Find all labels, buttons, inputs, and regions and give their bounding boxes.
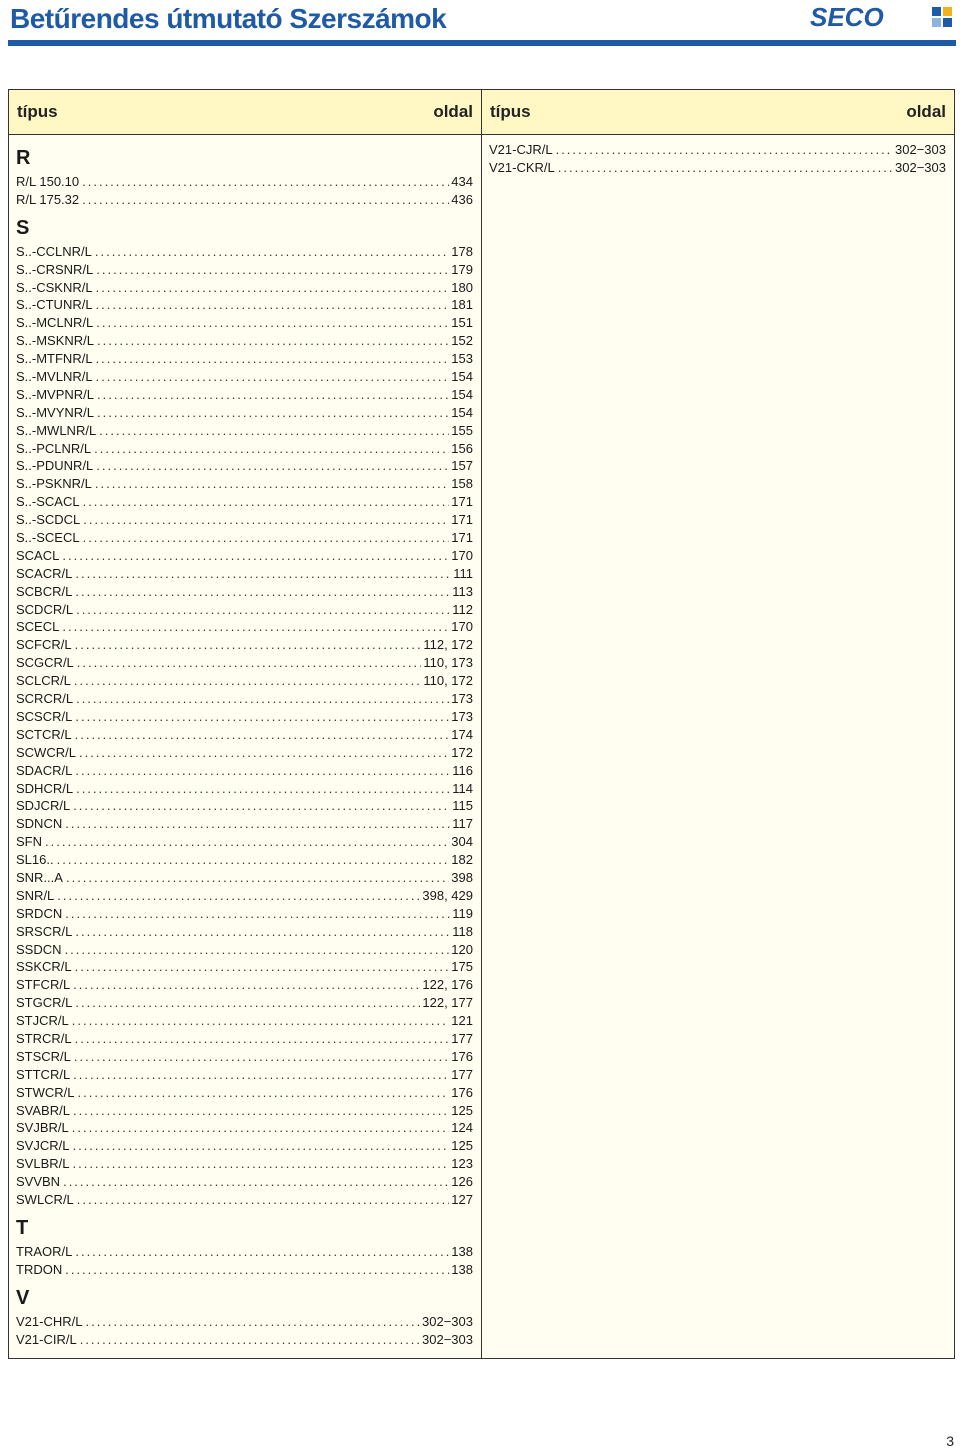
entry-type: SCSCR/L — [16, 708, 73, 724]
entry-type: S..-CTUNR/L — [16, 297, 93, 313]
dot-leader — [95, 243, 449, 261]
entry-type: SCRCR/L — [16, 691, 74, 707]
entry-page: 181 — [451, 297, 473, 313]
entry-page: 151 — [451, 315, 473, 331]
dot-leader — [65, 815, 450, 833]
index-entry — [16, 654, 473, 672]
index-entry — [16, 690, 473, 708]
entry-type: TRAOR/L — [16, 1243, 73, 1259]
dot-leader — [75, 762, 450, 780]
index-entry — [16, 296, 473, 314]
dot-leader — [75, 958, 450, 976]
index-entry — [16, 1155, 473, 1173]
index-entry — [16, 1137, 473, 1155]
dot-leader — [97, 332, 449, 350]
entry-page: 170 — [451, 619, 473, 635]
entry-page: 112 — [452, 601, 473, 617]
entry-type: SDJCR/L — [16, 798, 71, 814]
entry-page: 115 — [452, 798, 473, 814]
dot-leader — [95, 475, 449, 493]
index-entry — [16, 173, 473, 191]
dot-leader — [76, 780, 450, 798]
dot-leader — [57, 851, 450, 869]
dot-leader — [65, 941, 450, 959]
dot-leader — [76, 601, 450, 619]
entry-type: SCECL — [16, 619, 60, 635]
entry-page: 182 — [451, 852, 473, 868]
entry-page: 152 — [451, 333, 473, 349]
index-entry — [16, 672, 473, 690]
right-column — [482, 90, 954, 1358]
entry-page: 123 — [451, 1156, 473, 1172]
entry-type: SDHCR/L — [16, 780, 74, 796]
entry-type: STWCR/L — [16, 1084, 75, 1100]
index-entry — [16, 565, 473, 583]
entry-type: S..-PDUNR/L — [16, 458, 94, 474]
dot-leader — [85, 1313, 420, 1331]
header-rule — [8, 40, 956, 46]
entry-page: 173 — [451, 691, 473, 707]
entry-type: S..-MCLNR/L — [16, 315, 94, 331]
dot-leader — [83, 529, 450, 547]
index-entry — [16, 279, 473, 297]
dot-leader — [72, 1119, 450, 1137]
index-entry — [16, 833, 473, 851]
entry-type: S..-MSKNR/L — [16, 333, 95, 349]
entry-page: 180 — [451, 279, 473, 295]
index-entry — [16, 511, 473, 529]
dot-leader — [72, 1137, 449, 1155]
entry-page: 122, 177 — [422, 995, 473, 1011]
section-letter: R — [16, 147, 31, 169]
dot-leader — [77, 1191, 450, 1209]
entry-page: 177 — [451, 1066, 473, 1082]
col-page-label: oldal — [906, 102, 946, 121]
entry-type: SVABR/L — [16, 1102, 70, 1118]
entry-page: 121 — [451, 1013, 473, 1029]
index-entry — [16, 601, 473, 619]
entry-page: 178 — [451, 243, 473, 259]
index-entry — [16, 958, 473, 976]
entry-type: SCTCR/L — [16, 726, 72, 742]
entry-type: SCFCR/L — [16, 637, 72, 653]
entry-type: S..-CSKNR/L — [16, 279, 93, 295]
index-entry — [16, 923, 473, 941]
entry-page: 434 — [451, 174, 473, 189]
index-table — [8, 89, 955, 1359]
entry-type: R/L 150.10 — [16, 174, 80, 189]
dot-leader — [73, 797, 450, 815]
index-entry — [16, 815, 473, 833]
entry-type: S..-CRSNR/L — [16, 261, 94, 277]
section-letter: T — [16, 1216, 29, 1239]
dot-leader — [83, 493, 450, 511]
dot-leader — [74, 672, 421, 690]
entry-type: STFCR/L — [16, 977, 71, 993]
entry-page: 302−303 — [895, 142, 946, 157]
index-entry — [16, 905, 473, 923]
dot-leader — [77, 654, 422, 672]
col-page-label: oldal — [433, 102, 473, 121]
dot-leader — [62, 547, 449, 565]
dot-leader — [73, 1102, 449, 1120]
entry-type: SSKCR/L — [16, 959, 72, 975]
index-entry — [16, 314, 473, 332]
index-entry — [16, 457, 473, 475]
dot-leader — [74, 1048, 449, 1066]
entry-type: S..-MWLNR/L — [16, 422, 97, 438]
entry-type: V21-CIR/L — [16, 1331, 77, 1347]
entry-page: 117 — [452, 816, 473, 832]
entry-page: 173 — [451, 708, 473, 724]
entry-type: S..-PSKNR/L — [16, 476, 92, 492]
index-entry — [16, 1243, 473, 1261]
index-entry — [16, 780, 473, 798]
entry-type: SDACR/L — [16, 762, 73, 778]
entry-type: SL16.. — [16, 852, 54, 868]
dot-leader — [97, 404, 449, 422]
entry-type: SWLCR/L — [16, 1191, 74, 1207]
dot-leader — [73, 976, 420, 994]
dot-leader — [96, 368, 450, 386]
entry-page: 302−303 — [422, 1313, 473, 1329]
index-entry — [16, 1084, 473, 1102]
entry-page: 153 — [451, 351, 473, 367]
dot-leader — [65, 1261, 449, 1279]
index-entry — [16, 1048, 473, 1066]
entry-page: 398 — [451, 869, 473, 885]
entry-type: STSCR/L — [16, 1048, 71, 1064]
index-entry — [16, 1261, 473, 1279]
entry-type: SNR...A — [16, 869, 63, 885]
dot-leader — [82, 173, 449, 191]
entry-type: SCBCR/L — [16, 583, 73, 599]
right-column-header — [482, 90, 954, 135]
dot-leader — [73, 1066, 449, 1084]
dot-leader — [558, 159, 893, 177]
dot-leader — [94, 440, 449, 458]
entry-page: 124 — [451, 1120, 473, 1136]
entry-type: R/L 175.32 — [16, 191, 80, 207]
index-entry — [16, 529, 473, 547]
index-entry — [16, 976, 473, 994]
entry-page: 113 — [452, 583, 473, 599]
entry-page: 171 — [451, 494, 473, 510]
entry-page: 174 — [451, 726, 473, 742]
left-column-header — [9, 90, 481, 135]
dot-leader — [96, 314, 449, 332]
entry-page: 177 — [451, 1030, 473, 1046]
index-entry — [16, 726, 473, 744]
section-letter: S — [16, 216, 30, 239]
seco-logo — [810, 4, 956, 30]
entry-type: S..-MVYNR/L — [16, 404, 95, 420]
entry-type: SCWCR/L — [16, 744, 76, 760]
index-entry — [16, 475, 473, 493]
entry-type: S..-PCLNR/L — [16, 440, 92, 456]
dot-leader — [66, 869, 449, 887]
entry-page: 154 — [451, 386, 473, 402]
logo-text: SECO — [810, 4, 884, 30]
index-entry — [16, 797, 473, 815]
index-entry — [16, 869, 473, 887]
entry-page: 111 — [453, 565, 473, 581]
entry-type: SRDCN — [16, 905, 63, 921]
section-letter: V — [16, 1286, 30, 1309]
index-entry — [16, 618, 473, 636]
entry-type: S..-SCECL — [16, 530, 80, 546]
index-entry — [16, 583, 473, 601]
entry-page: 122, 176 — [422, 977, 473, 993]
entry-page: 172 — [451, 744, 473, 760]
page-number: 3 — [946, 1433, 954, 1449]
index-entry — [16, 332, 473, 350]
entry-type: SRSCR/L — [16, 923, 73, 939]
entry-page: 138 — [451, 1243, 473, 1259]
index-entry — [16, 708, 473, 726]
index-entry — [16, 1191, 473, 1209]
dot-leader — [75, 923, 450, 941]
dot-leader — [83, 511, 449, 529]
dot-leader — [96, 457, 449, 475]
index-entry — [16, 547, 473, 565]
dot-leader — [62, 618, 449, 636]
entry-type: STRCR/L — [16, 1030, 72, 1046]
col-type-label: típus — [490, 102, 531, 121]
dot-leader — [96, 279, 450, 297]
entry-type: V21-CKR/L — [489, 159, 555, 175]
index-entry — [16, 1102, 473, 1120]
index-entry — [16, 1313, 473, 1331]
index-entry — [16, 493, 473, 511]
index-entry — [16, 994, 473, 1012]
index-entry — [16, 762, 473, 780]
dot-leader — [75, 565, 451, 583]
dot-leader — [72, 1155, 449, 1173]
entry-page: 138 — [451, 1261, 473, 1277]
entry-type: S..-SCDCL — [16, 512, 81, 528]
col-type-label: típus — [17, 102, 58, 121]
entry-page: 155 — [451, 422, 473, 438]
index-entry — [16, 744, 473, 762]
dot-leader — [75, 994, 420, 1012]
entry-page: 171 — [451, 530, 473, 546]
entry-type: S..-SCACL — [16, 494, 80, 510]
dot-leader — [79, 744, 449, 762]
entry-type: V21-CHR/L — [16, 1313, 83, 1329]
entry-type: SFN — [16, 834, 42, 850]
entry-page: 398, 429 — [422, 887, 473, 903]
dot-leader — [75, 726, 450, 744]
dot-leader — [72, 1012, 450, 1030]
entry-page: 436 — [451, 191, 473, 207]
right-column-body — [482, 135, 954, 177]
dot-leader — [65, 905, 450, 923]
entry-type: SVJBR/L — [16, 1120, 69, 1136]
entry-page: 302−303 — [895, 159, 946, 175]
dot-leader — [76, 690, 449, 708]
entry-type: TRDON — [16, 1261, 63, 1277]
index-entry — [16, 1119, 473, 1137]
entry-type: S..-CCLNR/L — [16, 243, 92, 259]
entry-type: SVJCR/L — [16, 1138, 70, 1154]
index-entry — [16, 191, 473, 209]
dot-leader — [75, 636, 422, 654]
entry-type: STJCR/L — [16, 1013, 69, 1029]
entry-page: 127 — [451, 1191, 473, 1207]
entry-type: SVLBR/L — [16, 1156, 70, 1172]
dot-leader — [78, 1084, 450, 1102]
entry-type: SCLCR/L — [16, 673, 71, 689]
entry-page: 120 — [451, 941, 473, 957]
index-entry — [16, 1030, 473, 1048]
entry-page: 110, 173 — [423, 655, 473, 671]
entry-page: 126 — [451, 1174, 473, 1190]
entry-type: SCGCR/L — [16, 655, 74, 671]
entry-page: 304 — [451, 834, 473, 850]
index-entry — [16, 386, 473, 404]
index-entry — [16, 851, 473, 869]
entry-page: 154 — [451, 369, 473, 385]
index-entry — [16, 422, 473, 440]
dot-leader — [97, 386, 449, 404]
entry-page: 157 — [451, 458, 473, 474]
entry-type: S..-MVPNR/L — [16, 386, 95, 402]
index-entry — [16, 243, 473, 261]
dot-leader — [45, 833, 449, 851]
entry-type: SVVBN — [16, 1174, 61, 1190]
index-entry — [16, 887, 473, 905]
dot-leader — [75, 583, 450, 601]
dot-leader — [75, 1243, 449, 1261]
entry-type: S..-MVLNR/L — [16, 369, 93, 385]
entry-page: 118 — [452, 923, 473, 939]
index-entry — [489, 141, 946, 159]
index-entry — [16, 261, 473, 279]
entry-page: 302−303 — [422, 1331, 473, 1347]
entry-type: STTCR/L — [16, 1066, 71, 1082]
entry-page: 156 — [451, 440, 473, 456]
entry-type: SCACL — [16, 547, 60, 563]
entry-type: SDNCN — [16, 816, 63, 832]
entry-page: 154 — [451, 404, 473, 420]
dot-leader — [63, 1173, 449, 1191]
entry-page: 175 — [451, 959, 473, 975]
index-entry — [16, 1173, 473, 1191]
entry-type: SCACR/L — [16, 565, 73, 581]
index-entry — [16, 404, 473, 422]
index-entry — [489, 159, 946, 177]
dot-leader — [96, 261, 449, 279]
entry-page: 176 — [451, 1084, 473, 1100]
index-entry — [16, 350, 473, 368]
index-entry — [16, 368, 473, 386]
dot-leader — [96, 350, 450, 368]
entry-page: 125 — [451, 1102, 473, 1118]
entry-page: 179 — [451, 261, 473, 277]
left-column — [9, 90, 482, 1358]
entry-page: 171 — [451, 512, 473, 528]
dot-leader — [57, 887, 420, 905]
entry-type: V21-CJR/L — [489, 142, 553, 157]
dot-leader — [99, 422, 449, 440]
left-column-body — [9, 135, 481, 1348]
index-entry — [16, 1066, 473, 1084]
index-entry — [16, 1012, 473, 1030]
entry-type: SNR/L — [16, 887, 55, 903]
entry-page: 112, 172 — [423, 637, 473, 653]
entry-type: SCDCR/L — [16, 601, 74, 617]
index-entry — [16, 941, 473, 959]
dot-leader — [556, 141, 893, 159]
page-title: Betűrendes útmutató Szerszámok — [10, 3, 447, 34]
entry-type: SSDCN — [16, 941, 62, 957]
entry-page: 158 — [451, 476, 473, 492]
dot-leader — [80, 1331, 420, 1349]
entry-page: 119 — [452, 905, 473, 921]
index-entry — [16, 1331, 473, 1349]
dot-leader — [96, 296, 450, 314]
entry-page: 110, 172 — [423, 673, 473, 689]
dot-leader — [82, 191, 449, 209]
index-entry — [16, 440, 473, 458]
dot-leader — [75, 1030, 450, 1048]
entry-page: 125 — [451, 1138, 473, 1154]
dot-leader — [75, 708, 449, 726]
index-entry — [16, 636, 473, 654]
entry-type: S..-MTFNR/L — [16, 351, 93, 367]
entry-type: STGCR/L — [16, 995, 73, 1011]
entry-page: 176 — [451, 1048, 473, 1064]
entry-page: 116 — [452, 762, 473, 778]
entry-page: 170 — [451, 547, 473, 563]
entry-page: 114 — [452, 780, 473, 796]
